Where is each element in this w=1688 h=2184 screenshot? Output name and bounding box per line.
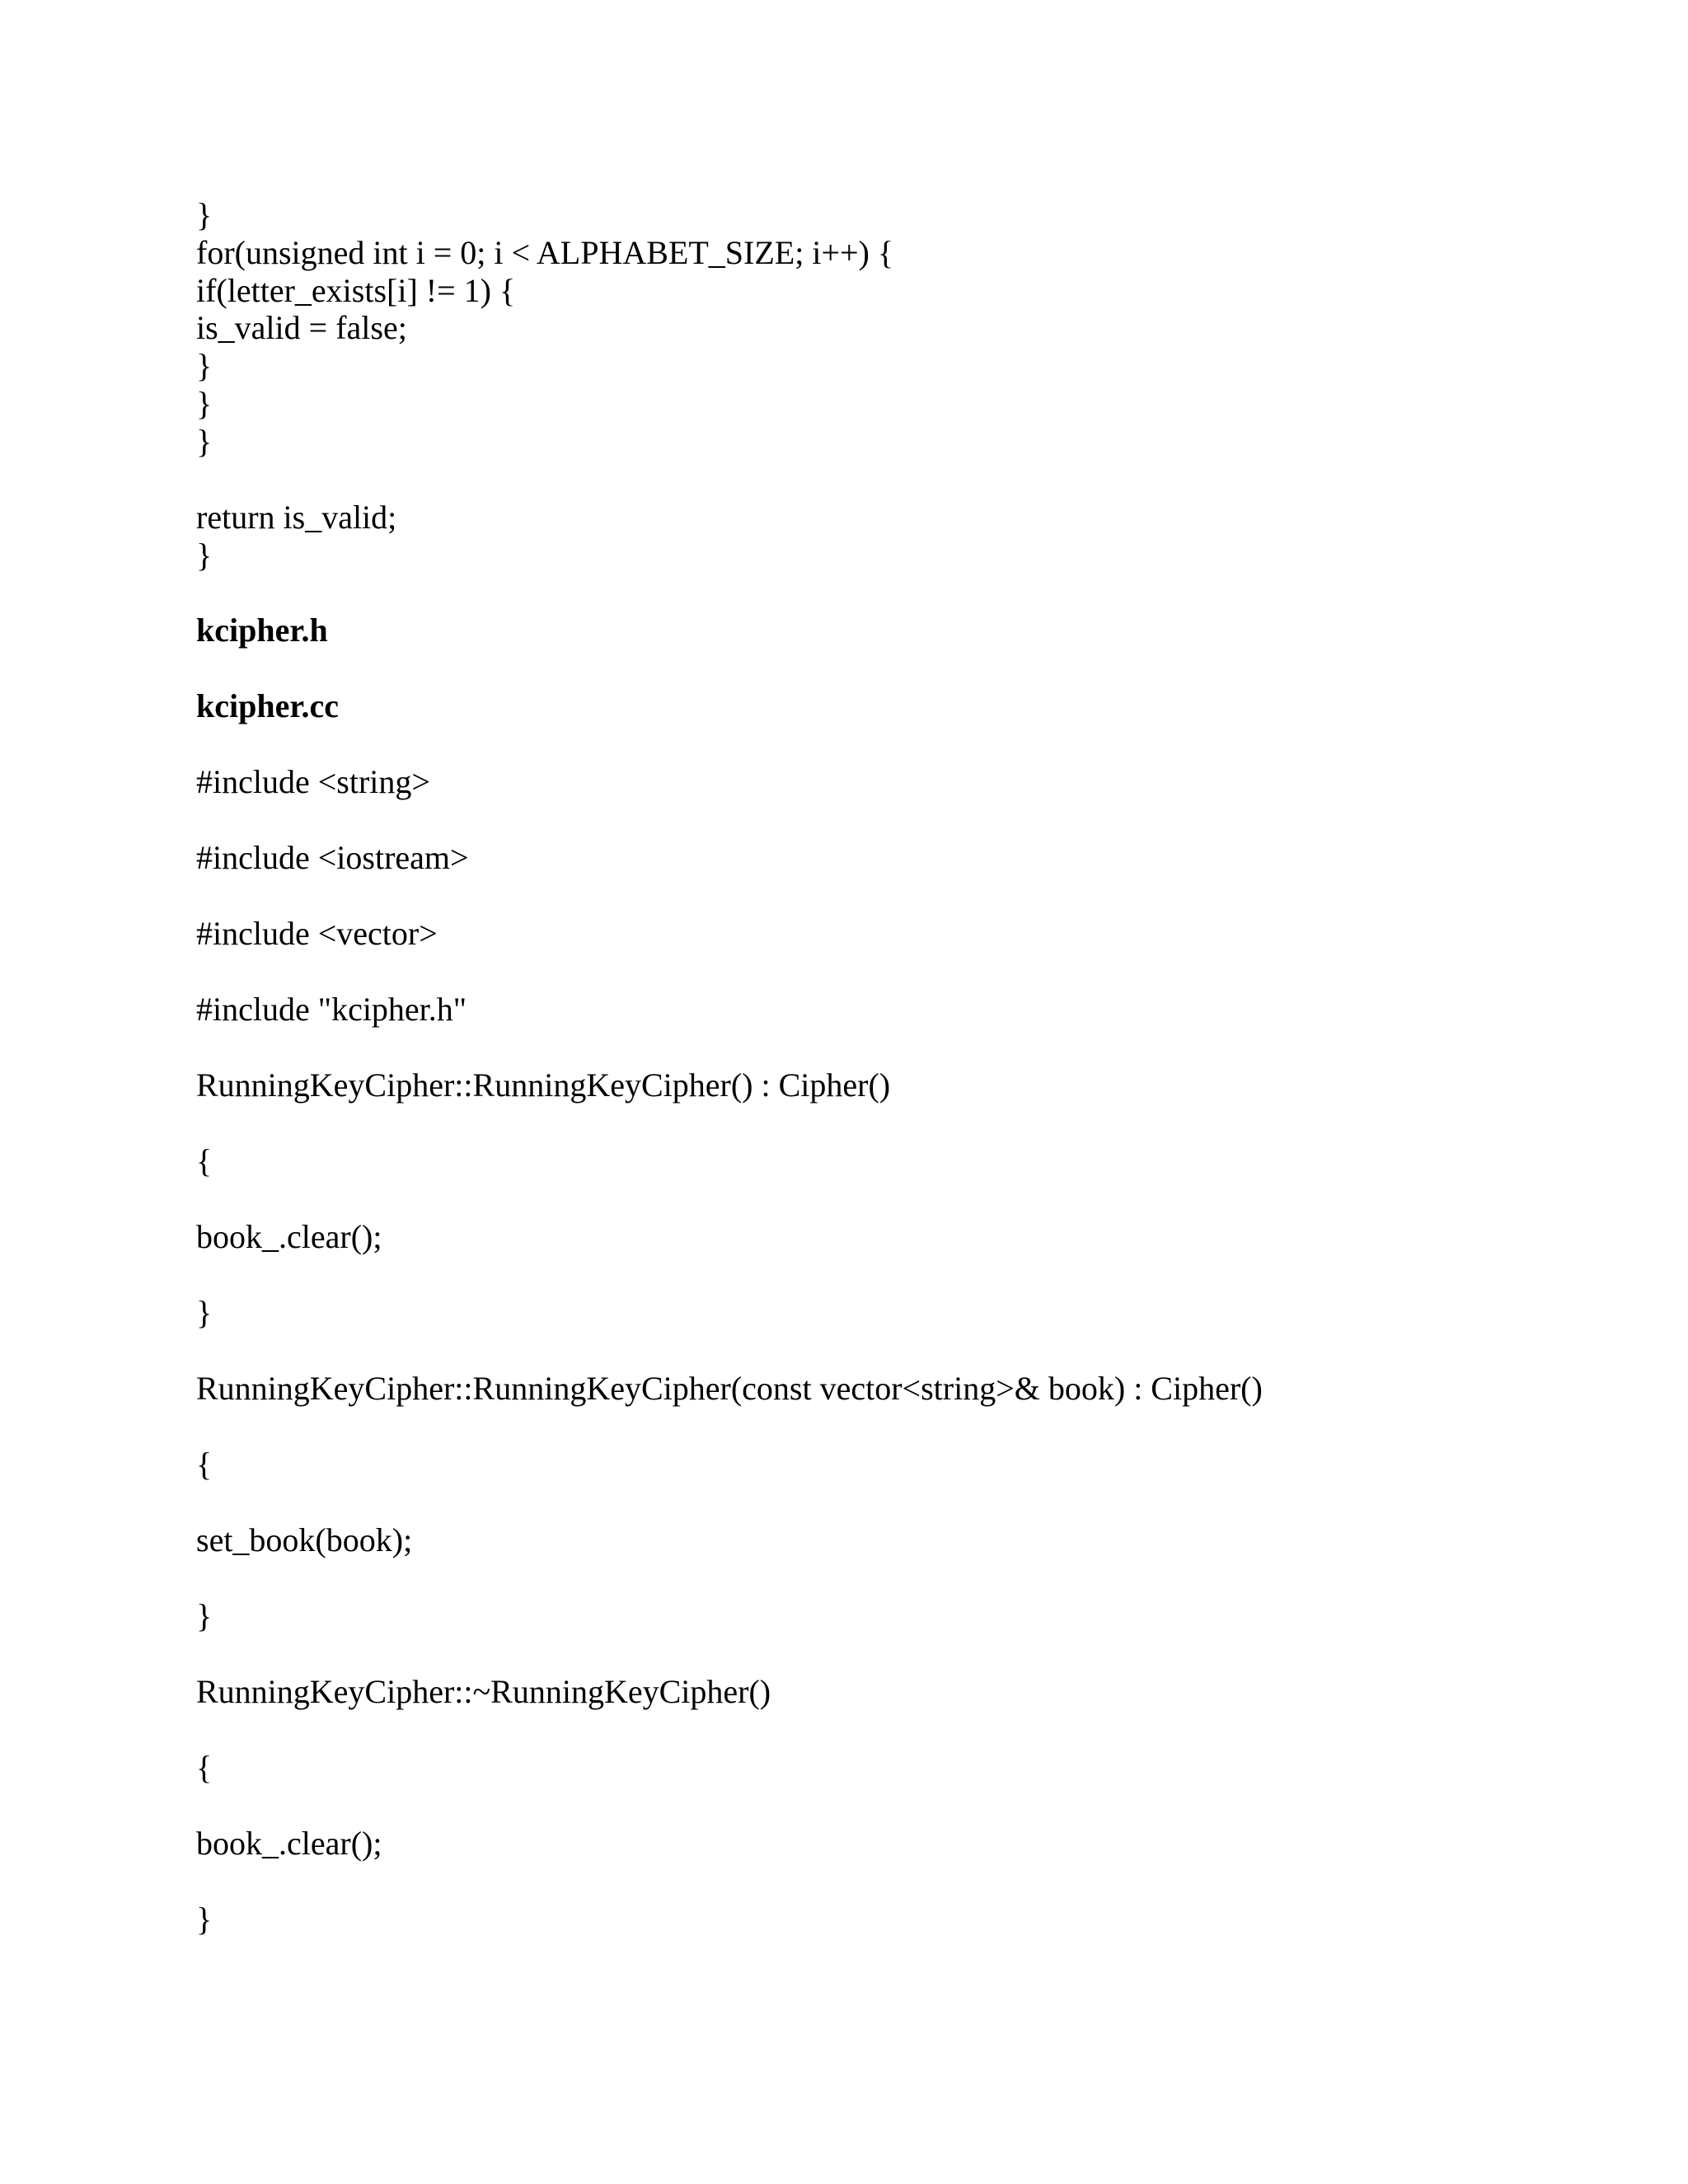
code-line: }: [196, 1597, 213, 1634]
code-line: for(unsigned int i = 0; i < ALPHABET_SIZE; i++) {: [196, 234, 894, 271]
code-line: {: [196, 1749, 213, 1786]
code-line: is_valid = false;: [196, 309, 407, 346]
code-line: set_book(book);: [196, 1521, 413, 1558]
code-line: }: [196, 347, 213, 384]
code-line: #include <vector>: [196, 915, 438, 952]
code-line: }: [196, 1900, 213, 1938]
code-line: return is_valid;: [196, 499, 397, 536]
code-line: }: [196, 537, 213, 574]
code-line: #include "kcipher.h": [196, 991, 467, 1028]
code-line: {: [196, 1446, 213, 1483]
code-line: }: [196, 423, 213, 460]
code-line: }: [196, 385, 213, 422]
code-line: book_.clear();: [196, 1825, 382, 1862]
code-line: RunningKeyCipher::RunningKeyCipher() : Cipher(): [196, 1066, 891, 1104]
code-line: }: [196, 196, 213, 233]
code-line: RunningKeyCipher::RunningKeyCipher(const vector<string>& book) : Cipher(): [196, 1370, 1263, 1407]
file-heading: kcipher.h: [196, 612, 328, 649]
code-line: #include <string>: [196, 763, 430, 800]
code-line: }: [196, 1294, 213, 1331]
code-line: #include <iostream>: [196, 839, 469, 876]
code-line: book_.clear();: [196, 1218, 382, 1255]
file-heading: kcipher.cc: [196, 687, 339, 724]
code-line: {: [196, 1142, 213, 1179]
code-line: RunningKeyCipher::~RunningKeyCipher(): [196, 1673, 771, 1710]
code-line: if(letter_exists[i] != 1) {: [196, 272, 516, 309]
